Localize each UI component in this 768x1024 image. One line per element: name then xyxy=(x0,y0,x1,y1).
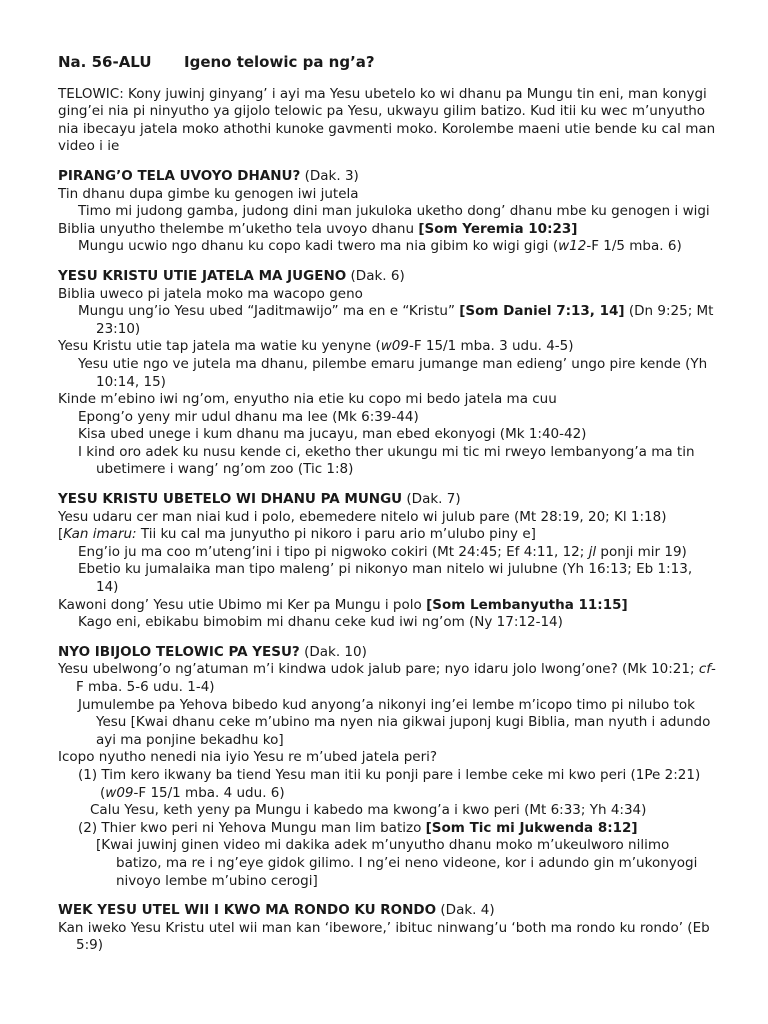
point-text: Yesu ubelwong’o ng’atuman m’i kindwa udok jalub pare; nyo idaru jolo lwong’one? (Mk 10:21; xyxy=(58,661,699,678)
point-text: Ebetio ku jumalaika man tipo maleng’ pi nikonyo man nitelo wi julubne (Yh 16:13; Eb 1:13, 14) xyxy=(78,561,693,596)
point-text: [ xyxy=(58,526,64,543)
outline-point xyxy=(58,303,718,338)
outline-point xyxy=(58,356,718,391)
outline-point xyxy=(58,238,718,256)
publication-reference: w12 xyxy=(558,238,587,255)
section-heading-text: YESU KRISTU UTIE JATELA MA JUGENO xyxy=(58,267,347,284)
outline-point xyxy=(58,820,718,838)
point-text: Eng’io ju ma coo m’uteng’ini i tipo pi nigwoko cokiri (Mt 24:45; Ef 4:11, 12; xyxy=(78,543,589,560)
point-text: ponji mir 19) xyxy=(596,543,687,560)
outline-title xyxy=(58,54,718,72)
outline-page xyxy=(58,54,718,967)
publication-reference: Kan imaru: xyxy=(63,526,137,543)
outline-section xyxy=(58,491,718,632)
point-text: Icopo nyutho nenedi nia iyio Yesu re m’ubed jatela peri? xyxy=(58,749,438,766)
scripture-reference: [Som Yeremia 10:23] xyxy=(418,220,578,237)
point-text: Mungu ung’io Yesu ubed “Jaditmawijo” ma en e “Kristu” xyxy=(78,303,460,320)
point-text: I kind oro adek ku nusu kende ci, eketho ther ukungu mi tic mi rweyo lembanyong’a ma tin ubetimere i wang’ ng’om zoo (Tic 1:8) xyxy=(78,443,695,478)
outline-point xyxy=(58,409,718,427)
scripture-reference: [Som Daniel 7:13, 14] xyxy=(459,303,625,320)
point-text: Epong’o yeny mir udul dhanu ma lee (Mk 6:39-44) xyxy=(78,408,419,425)
outline-point xyxy=(58,509,718,527)
outline-point xyxy=(58,444,718,479)
outline-point xyxy=(58,697,718,750)
section-minutes: (Dak. 7) xyxy=(402,491,461,508)
outline-number: Na. 56-ALU xyxy=(58,53,152,71)
point-text: (Dn 9:25; Mt 23:10) xyxy=(96,303,714,337)
section-minutes: (Dak. 6) xyxy=(346,267,405,284)
point-text: (1) Tim kero ikwany ba tiend Yesu man itii ku ponji pare i lembe ceke mi kwo peri (1Pe 2:21) ( xyxy=(78,766,701,801)
outline-point xyxy=(58,802,718,820)
point-text: (2) Thier kwo peri ni Yehova Mungu man lim batizo xyxy=(78,819,426,836)
point-text: Kisa ubed unege i kum dhanu ma jucayu, man ebed ekonyogi (Mk 1:40-42) xyxy=(78,426,587,443)
point-text: -F 15/1 mba. 4 udu. 6) xyxy=(133,784,285,801)
point-text: Kawoni dong’ Yesu utie Ubimo mi Ker pa Mungu i polo xyxy=(58,596,427,613)
outline-point xyxy=(58,767,718,802)
point-text: [Kwai juwinj ginen video mi dakika adek m’unyutho dhanu moko m’ukeulworo nilimo batizo, ma re i ng’eye gidok gilimo. I ng’ei neno videone, kor i adundo gin m’ukonyogi nivoyo lembe m’ubino cerogi] xyxy=(96,837,698,889)
point-text: Yesu Kristu utie tap jatela ma watie ku yenyne ( xyxy=(58,338,381,355)
section-heading-text: WEK YESU UTEL WII I KWO MA RONDO KU RONDO xyxy=(58,902,437,919)
point-text: -F mba. 5-6 udu. 1-4) xyxy=(76,661,716,695)
outline-point xyxy=(58,614,718,632)
point-text: Kinde m’ebino iwi ng’om, enyutho nia etie ku copo mi bedo jatela ma cuu xyxy=(58,391,557,408)
scripture-reference: [Som Lembanyutha 11:15] xyxy=(426,596,628,613)
outline-section xyxy=(58,168,718,256)
section-heading xyxy=(58,644,718,662)
point-text: Jumulembe pa Yehova bibedo kud anyong’a nikonyi ing’ei lembe m’icopo timo pi nilubo tok Yesu [Kwai dhanu ceke m’ubino ma nyen nia gikwai juponj kugi Biblia, man nyuth i adundo ayi ma ponjine bekadhu ko] xyxy=(78,696,711,748)
outline-point xyxy=(58,749,718,767)
outline-point xyxy=(58,221,718,239)
outline-sections xyxy=(58,168,718,955)
point-text: -F 15/1 mba. 3 udu. 4-5) xyxy=(408,338,574,355)
point-text: Mungu ucwio ngo dhanu ku copo kadi twero ma nia gibim ko wigi gigi ( xyxy=(78,238,559,255)
outline-section xyxy=(58,268,718,479)
outline-point xyxy=(58,286,718,304)
section-heading xyxy=(58,268,718,286)
outline-point xyxy=(58,338,718,356)
section-heading xyxy=(58,168,718,186)
outline-point xyxy=(58,544,718,562)
point-text: Yesu udaru cer man niai kud i polo, ebemedere nitelo wi julub pare (Mt 28:19, 20; Kl 1:18) xyxy=(58,508,667,525)
outline-point xyxy=(58,837,718,890)
point-text: Biblia uweco pi jatela moko ma wacopo geno xyxy=(58,285,363,302)
point-text: -F 1/5 mba. 6) xyxy=(586,238,682,255)
outline-point xyxy=(58,597,718,615)
point-text: Tii ku cal ma junyutho pi nikoro i paru ario m’ulubo piny e] xyxy=(136,526,536,543)
outline-theme: Igeno telowic pa ng’a? xyxy=(184,53,375,71)
section-minutes: (Dak. 3) xyxy=(300,167,359,184)
point-text: Biblia unyutho thelembe m’uketho tela uvoyo dhanu xyxy=(58,220,419,237)
publication-reference: w09 xyxy=(380,338,409,355)
publication-reference: jl xyxy=(588,543,597,560)
outline-point xyxy=(58,661,718,696)
outline-point xyxy=(58,920,718,955)
section-minutes: (Dak. 10) xyxy=(299,643,367,660)
scripture-reference: [Som Tic mi Jukwenda 8:12] xyxy=(425,819,638,836)
point-text: Tin dhanu dupa gimbe ku genogen iwi jutela xyxy=(58,185,359,202)
publication-reference: cf xyxy=(698,661,712,678)
intro-note: TELOWIC: Kony juwinj ginyang’ i ayi ma Yesu ubetelo ko wi dhanu pa Mungu tin eni, man konygi ging’ei nia pi ninyutho ya gijolo telowic pa Yesu, ukwayu gilim batizo. Kud itii ku wec m’unyutho nia ibecayu jatela moko athothi kunoke gavmenti moko. Korolembe maeni utie bende ku cal man video i ie xyxy=(58,85,716,155)
point-text: Kago eni, ebikabu bimobim mi dhanu ceke kud iwi ng’om (Ny 17:12-14) xyxy=(78,614,563,631)
section-heading-text: PIRANG’O TELA UVOYO DHANU? xyxy=(58,167,301,184)
outline-point xyxy=(58,391,718,409)
section-heading-text: YESU KRISTU UBETELO WI DHANU PA MUNGU xyxy=(58,491,403,508)
outline-point xyxy=(58,203,718,221)
outline-point xyxy=(58,526,718,544)
outline-point xyxy=(58,426,718,444)
outline-point xyxy=(58,561,718,596)
section-minutes: (Dak. 4) xyxy=(436,902,495,919)
point-text: Kan iweko Yesu Kristu utel wii man kan ‘ibewore,’ ibituc ninwang’u ‘both ma rondo ku rondo’ (Eb 5:9) xyxy=(58,919,710,954)
point-text: Timo mi judong gamba, judong dini man jukuloka uketho dong’ dhanu mbe ku genogen i wigi xyxy=(78,203,710,220)
publication-reference: w09 xyxy=(105,784,134,801)
outline-section xyxy=(58,902,718,955)
outline-section xyxy=(58,644,718,890)
section-heading-text: NYO IBIJOLO TELOWIC PA YESU? xyxy=(58,643,300,660)
outline-point xyxy=(58,186,718,204)
section-heading xyxy=(58,902,718,920)
point-text: Calu Yesu, keth yeny pa Mungu i kabedo ma kwong’a i kwo peri (Mt 6:33; Yh 4:34) xyxy=(90,802,647,819)
point-text: Yesu utie ngo ve jutela ma dhanu, pilembe emaru jumange man edieng’ ungo pire kende (Yh 10:14, 15) xyxy=(78,355,708,390)
section-heading xyxy=(58,491,718,509)
